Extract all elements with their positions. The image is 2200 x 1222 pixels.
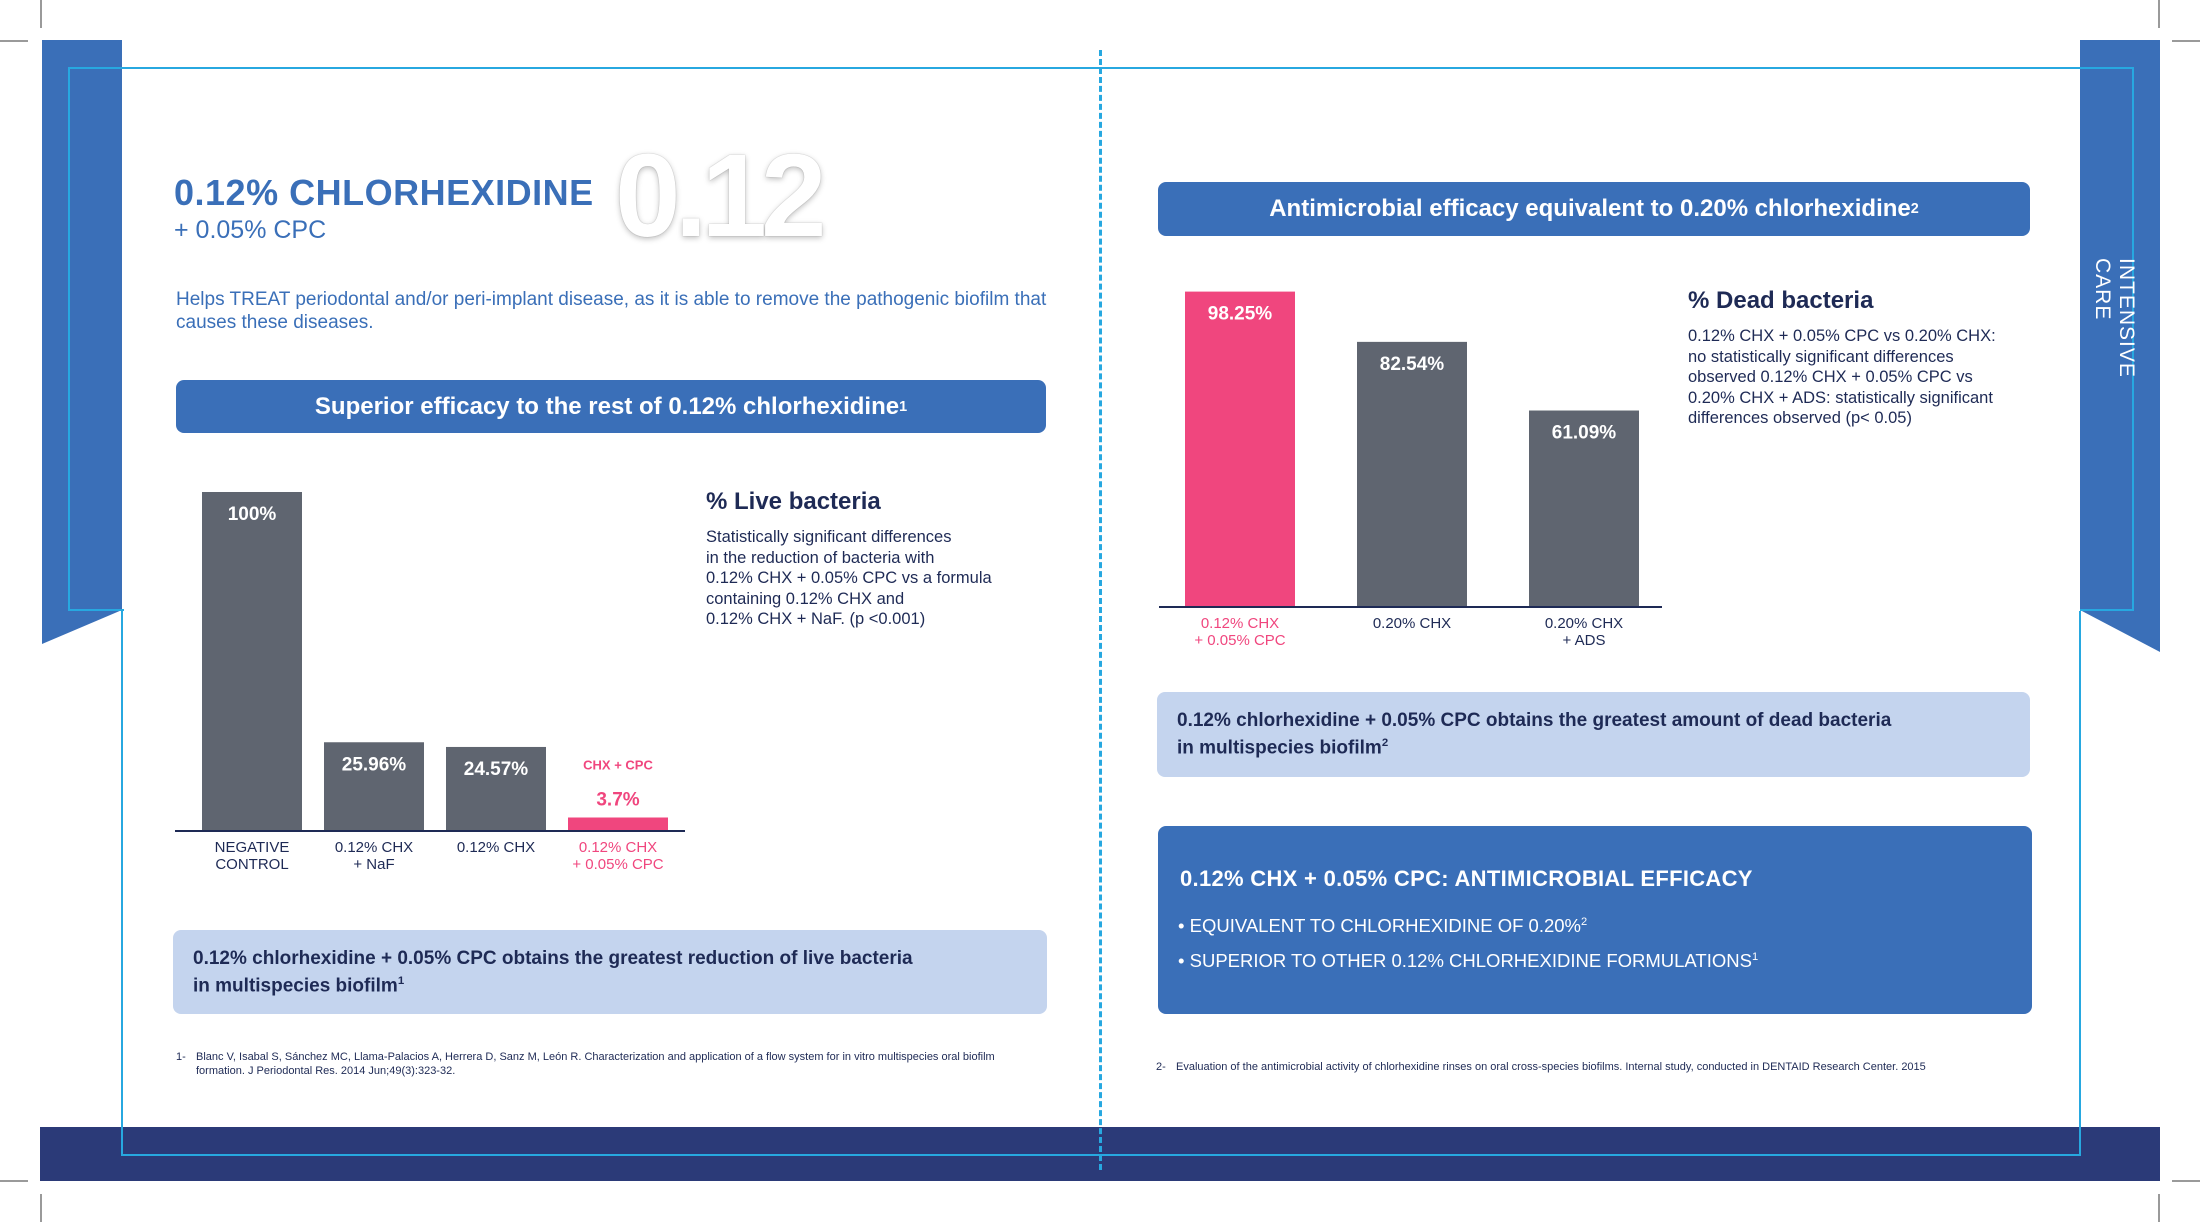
dead-bacteria-chart xyxy=(1156,280,1676,660)
side-tab-label: INTENSIVE CARE xyxy=(2091,258,2138,378)
left-side-bar xyxy=(42,40,122,610)
crop-mark xyxy=(0,40,28,42)
superior-efficacy-banner xyxy=(176,380,1046,433)
crop-mark xyxy=(2158,1194,2160,1222)
right-side-tab-notch xyxy=(2080,610,2160,652)
crop-mark xyxy=(2172,1180,2200,1182)
efficacy-bullet xyxy=(1178,950,1758,972)
desc-line: observed 0.12% CHX + 0.05% CPC vs xyxy=(1688,368,1973,386)
bar xyxy=(1185,292,1295,606)
desc-line: 0.12% CHX + 0.05% CPC vs a formula xyxy=(706,569,992,587)
note-line: 0.12% chlorhexidine + 0.05% CPC obtains the greatest amount of dead bacteria xyxy=(1177,710,1892,732)
efficacy-summary-title: 0.12% CHX + 0.05% CPC: ANTIMICROBIAL EFFICACY xyxy=(1180,866,1753,891)
note-ref: 1 xyxy=(397,974,405,987)
x-tick-label: CONTROL xyxy=(215,856,289,873)
x-tick-label: NEGATIVE xyxy=(214,839,290,856)
bar-value-label: 100% xyxy=(227,504,277,525)
trim-line xyxy=(68,67,70,611)
banner-ref: 2 xyxy=(1910,201,1919,217)
crop-mark xyxy=(40,1194,42,1222)
x-tick-label: + 0.05% CPC xyxy=(572,856,664,873)
x-tick-label: 0.20% CHX xyxy=(1372,615,1452,632)
trim-line xyxy=(2080,609,2134,611)
banner-ref: 1 xyxy=(899,398,908,415)
note-line: in multispecies biofilm xyxy=(1177,737,1382,759)
live-bacteria-chart xyxy=(170,470,690,880)
desc-line: 0.12% CHX + NaF. (p <0.001) xyxy=(706,610,926,628)
dead-bacteria-heading: % Dead bacteria xyxy=(1688,287,1874,314)
bar-value-label: 82.54% xyxy=(1379,353,1445,375)
crop-mark xyxy=(40,0,42,28)
fold-line xyxy=(1099,50,1102,1170)
crop-mark xyxy=(2158,0,2160,28)
footnote-line: Blanc V, Isabal S, Sánchez MC, Llama-Palacios A, Herrera D, Sanz M, León R. Characterization and application of a flow system for in vitro multispecies oral biofilm xyxy=(196,1051,995,1063)
x-tick-label: 0.12% CHX xyxy=(1200,615,1280,632)
footnote-number: 2- xyxy=(1156,1061,1166,1073)
desc-line: Statistically significant differences xyxy=(706,528,952,546)
footnote-2 xyxy=(1156,1060,2076,1074)
trim-line xyxy=(2079,611,2081,1156)
x-tick-label: + 0.05% CPC xyxy=(1194,632,1286,649)
bullet-ref: 2 xyxy=(1580,915,1588,928)
footnote-number: 1- xyxy=(176,1051,186,1063)
crop-mark xyxy=(0,1180,28,1182)
bar xyxy=(1357,342,1467,606)
banner-text: Antimicrobial efficacy equivalent to 0.20% chlorhexidine xyxy=(1269,195,1911,222)
x-tick-label: 0.12% CHX xyxy=(578,839,658,856)
bar-value-label: 61.09% xyxy=(1551,422,1617,444)
trim-line xyxy=(68,609,124,611)
bullet-text: EQUIVALENT TO CHLORHEXIDINE OF 0.20% xyxy=(1189,915,1581,936)
dead-bacteria-note xyxy=(1157,692,2030,777)
x-tick-label: + ADS xyxy=(1562,632,1606,649)
desc-line: no statistically significant differences xyxy=(1688,347,1954,366)
x-tick-label: 0.20% CHX xyxy=(1544,615,1624,632)
bullet-ref: 1 xyxy=(1751,950,1759,963)
bar-value-label: 25.96% xyxy=(341,754,407,776)
product-title: 0.12% CHLORHEXIDINE xyxy=(174,172,594,213)
banner-text: Superior efficacy to the rest of 0.12% chlorhexidine xyxy=(314,392,900,420)
bar-value-label: 3.7% xyxy=(596,789,640,811)
bullet-dot-icon: • xyxy=(1178,915,1190,936)
concentration-number: 0.12 xyxy=(615,130,821,262)
note-line: in multispecies biofilm xyxy=(193,975,398,997)
desc-line: containing 0.12% CHX and xyxy=(706,589,905,608)
efficacy-bullet xyxy=(1178,915,1587,937)
product-subtitle: + 0.05% CPC xyxy=(174,216,327,244)
live-bacteria-description xyxy=(706,527,1046,630)
x-tick-label: 0.12% CHX xyxy=(456,839,536,856)
footnote-1 xyxy=(176,1050,1056,1078)
bar-value-label: 24.57% xyxy=(463,758,529,780)
live-bacteria-heading: % Live bacteria xyxy=(706,488,881,515)
crop-mark xyxy=(2172,40,2200,42)
footnote-line: formation. J Periodontal Res. 2014 Jun;49(3):323-32. xyxy=(196,1065,456,1077)
equivalent-efficacy-banner xyxy=(1158,182,2030,236)
dead-bacteria-description xyxy=(1688,326,2038,429)
desc-line: in the reduction of bacteria with xyxy=(706,548,935,567)
note-line: 0.12% chlorhexidine + 0.05% CPC obtains the greatest reduction of live bacteria xyxy=(193,947,913,969)
bar-value-label: 98.25% xyxy=(1207,303,1273,325)
desc-line: 0.20% CHX + ADS: statistically significant xyxy=(1688,388,1993,407)
highlight-label: CHX + CPC xyxy=(583,757,653,773)
footnote-line: Evaluation of the antimicrobial activity of chlorhexidine rinses on oral cross-species biofilms. Internal study, conducted in DENTAID Research Center. 2015 xyxy=(1176,1061,1926,1073)
desc-line: 0.12% CHX + 0.05% CPC vs 0.20% CHX: xyxy=(1688,327,1996,345)
left-side-bar-notch xyxy=(42,610,122,644)
trim-line xyxy=(121,611,123,1156)
note-ref: 2 xyxy=(1381,737,1389,750)
x-tick-label: + NaF xyxy=(353,856,395,873)
intro-text: Helps TREAT periodontal and/or peri-implant disease, as it is able to remove the pathogenic biofilm that causes these diseases. xyxy=(176,289,1047,333)
bar xyxy=(202,492,302,830)
live-bacteria-note xyxy=(173,930,1047,1014)
bar xyxy=(568,817,668,830)
bullet-text: SUPERIOR TO OTHER 0.12% CHLORHEXIDINE FORMULATIONS xyxy=(1189,950,1752,971)
desc-line: differences observed (p< 0.05) xyxy=(1688,409,1912,427)
x-tick-label: 0.12% CHX xyxy=(334,839,414,856)
bullet-dot-icon: • xyxy=(1178,950,1190,971)
